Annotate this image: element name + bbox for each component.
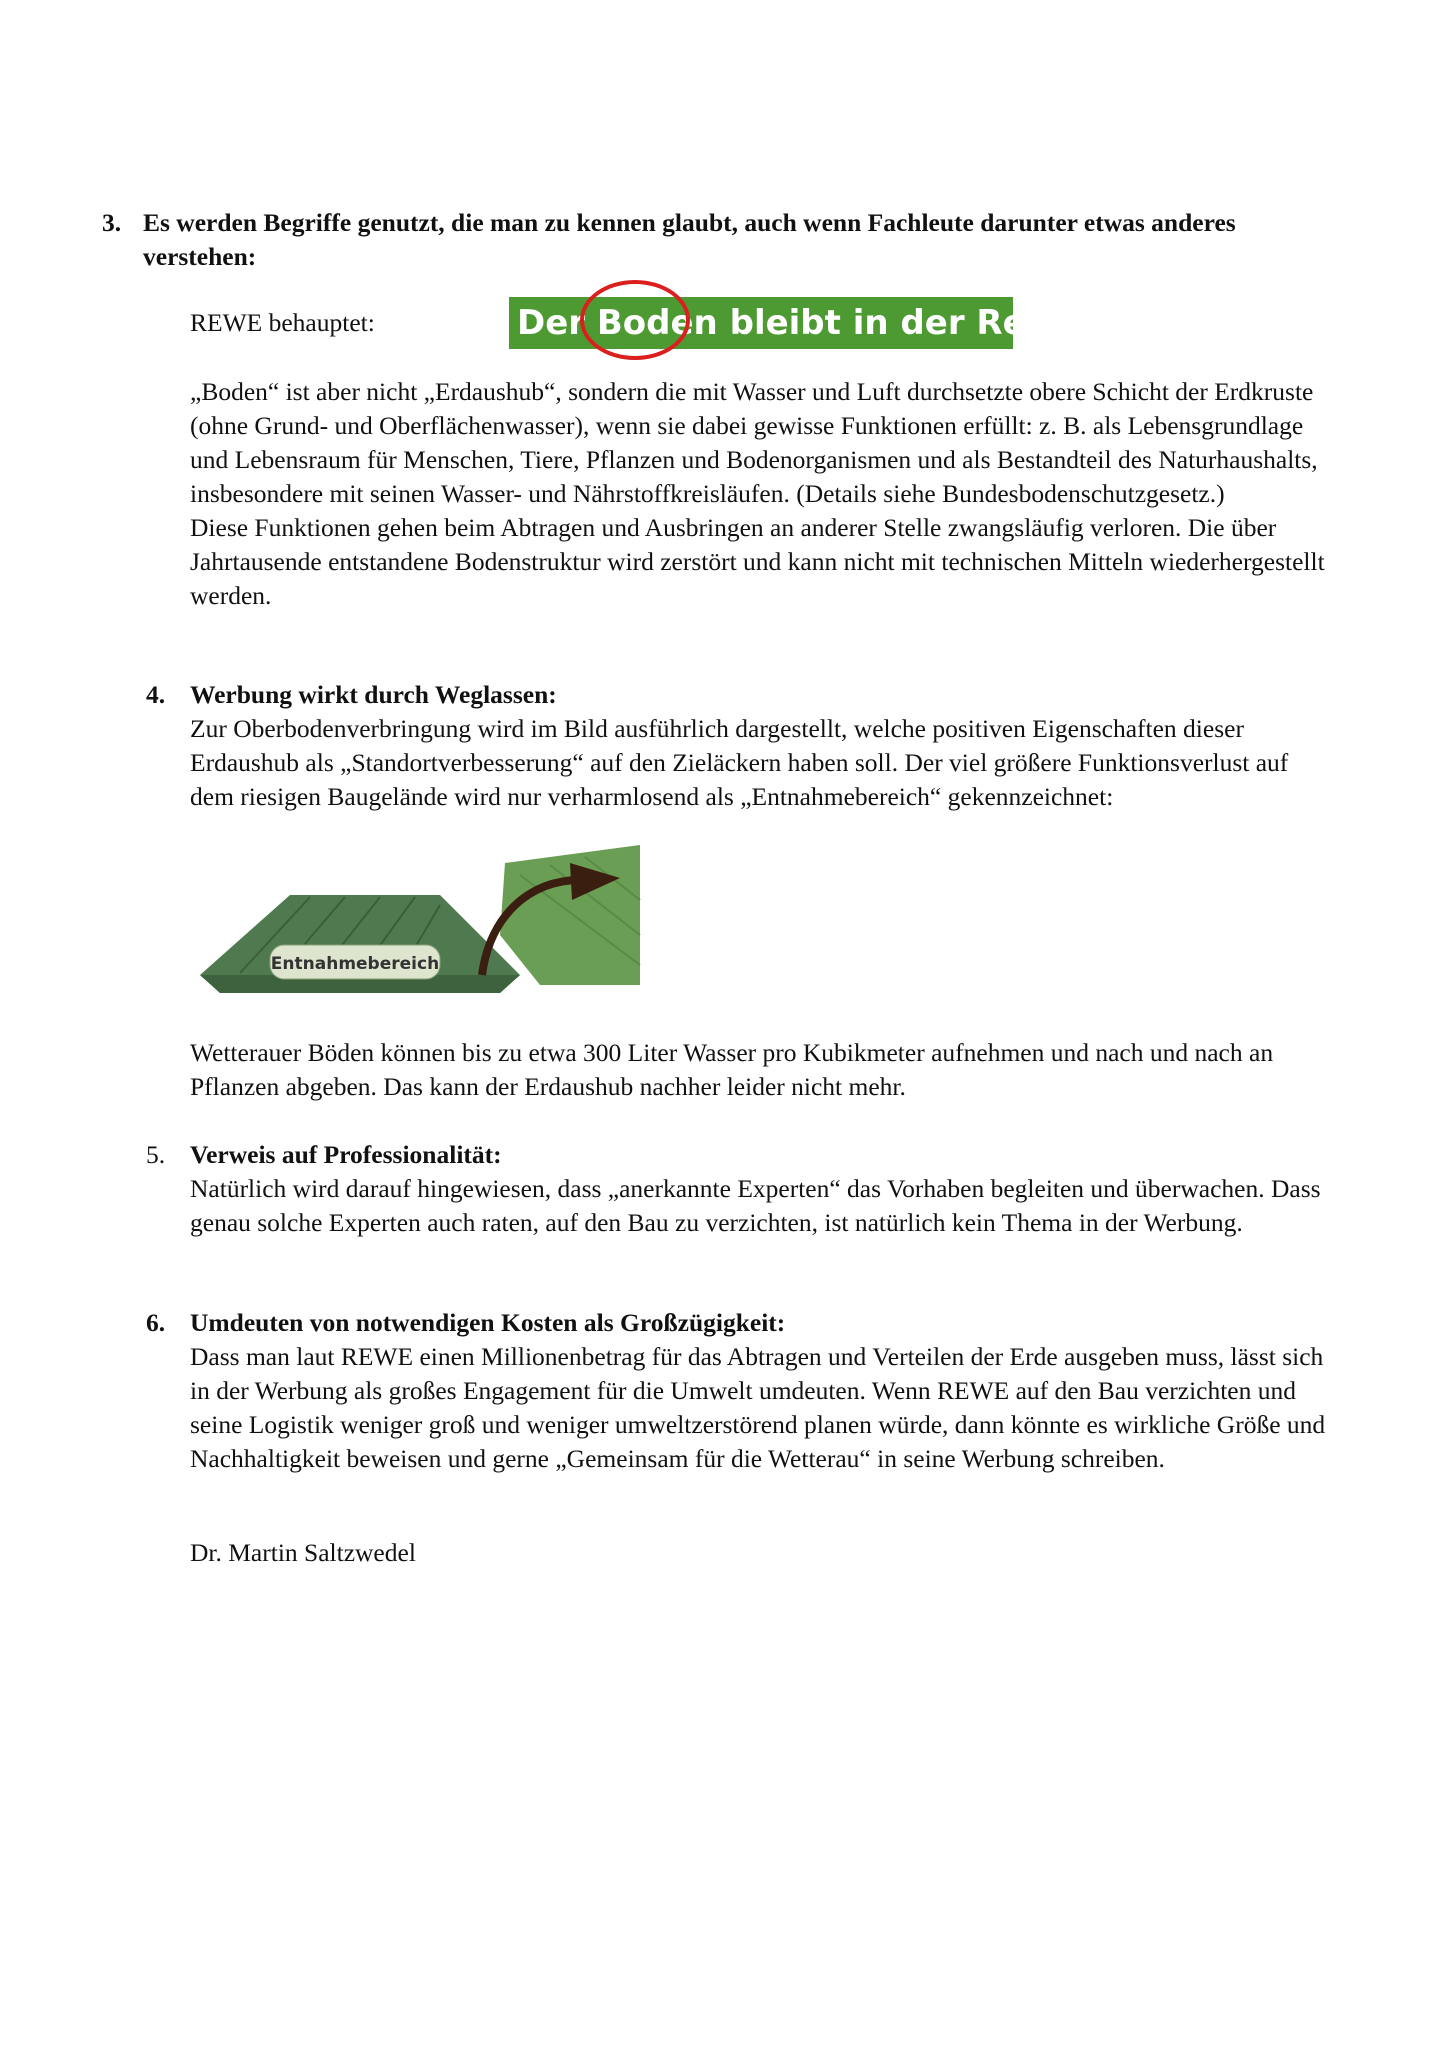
section-number: 3.: [102, 208, 122, 237]
paragraph: Natürlich wird darauf hingewiesen, dass „anerkannte Experten“ das Vorhaben begleiten und überwachen. Dass genau solche Experten auch raten, auf den Bau zu verzichten, ist natürlich kein Thema in der Werbung.: [190, 1174, 1321, 1237]
graphic-label: Entnahmebereich: [270, 954, 440, 974]
section-heading: Es werden Begriffe genutzt, die man zu kennen glaubt, auch wenn Fachleute darunter etwas anderes verstehen:: [143, 208, 1236, 271]
highlight-circle: [580, 280, 690, 360]
section-3: [102, 206, 1323, 274]
section-heading: Umdeuten von notwendigen Kosten als Großzügigkeit:: [190, 1308, 786, 1337]
section-4-body: [190, 1036, 1330, 1104]
paragraph: „Boden“ ist aber nicht „Erdaushub“, sondern die mit Wasser und Luft durchsetzte obere Schicht der Erdkruste (ohne Grund- und Oberflächenwasser), wenn sie dabei gewisse Funktionen erfüllt: z. B. als Lebensgrundlage und Lebensraum für Menschen, Tiere, Pflanzen und Bodenorganismen und als Bestandteil des Naturhaushalts, insbesondere mit seinen Wasser- und Nährstoffkreisläufen. (Details siehe Bundesbodenschutzgesetz.): [190, 377, 1318, 508]
rewe-slogan-banner: Der Boden bleibt in der Region: [509, 297, 1013, 349]
section-5: [146, 1138, 1330, 1240]
paragraph: Zur Oberbodenverbringung wird im Bild ausführlich dargestellt, welche positiven Eigenschaften dieser Erdaushub als „Standortverbesserung“ auf den Zieläckern haben soll. Der viel größere Funktionsverlust auf dem riesigen Baugelände wird nur verharmlosend als „Entnahmebereich“ gekennzeichnet:: [190, 714, 1289, 811]
paragraph: Diese Funktionen gehen beim Abtragen und Ausbringen an anderer Stelle zwangsläufig verloren. Die über Jahrtausende entstandene Bodenstruktur wird zerstört und kann nicht mit technischen Mitteln wiederhergestellt werden.: [190, 513, 1325, 610]
paragraph: Wetterauer Böden können bis zu etwa 300 Liter Wasser pro Kubikmeter aufnehmen und nach und nach an Pflanzen abgeben. Das kann der Erdaushub nachher leider nicht mehr.: [190, 1038, 1274, 1101]
claim-label: REWE behauptet:: [190, 308, 375, 337]
section-4: [146, 678, 1330, 814]
signature: Dr. Martin Saltzwedel: [190, 1538, 416, 1567]
section-heading: Werbung wirkt durch Weglassen:: [190, 680, 557, 709]
target-field-shape: [500, 845, 640, 985]
section-number: 6.: [146, 1308, 166, 1337]
removal-area-graphic: [200, 845, 640, 995]
section-number: 4.: [146, 680, 166, 709]
section-number: 5.: [146, 1140, 166, 1169]
section-3-body: [190, 375, 1330, 613]
paragraph: Dass man laut REWE einen Millionenbetrag für das Abtragen und Verteilen der Erde ausgeben muss, lässt sich in der Werbung als großes Engagement für die Umwelt umdeuten. Wenn REWE auf den Bau verzichten und seine Logistik weniger groß und weniger umweltzerstörend planen würde, dann könnte es wirkliche Größe und Nachhaltigkeit beweisen und gerne „Gemeinsam für die Wetterau“ in seine Werbung schreiben.: [190, 1342, 1326, 1473]
section-6: [146, 1306, 1330, 1476]
section-heading: Verweis auf Professionalität:: [190, 1140, 502, 1169]
